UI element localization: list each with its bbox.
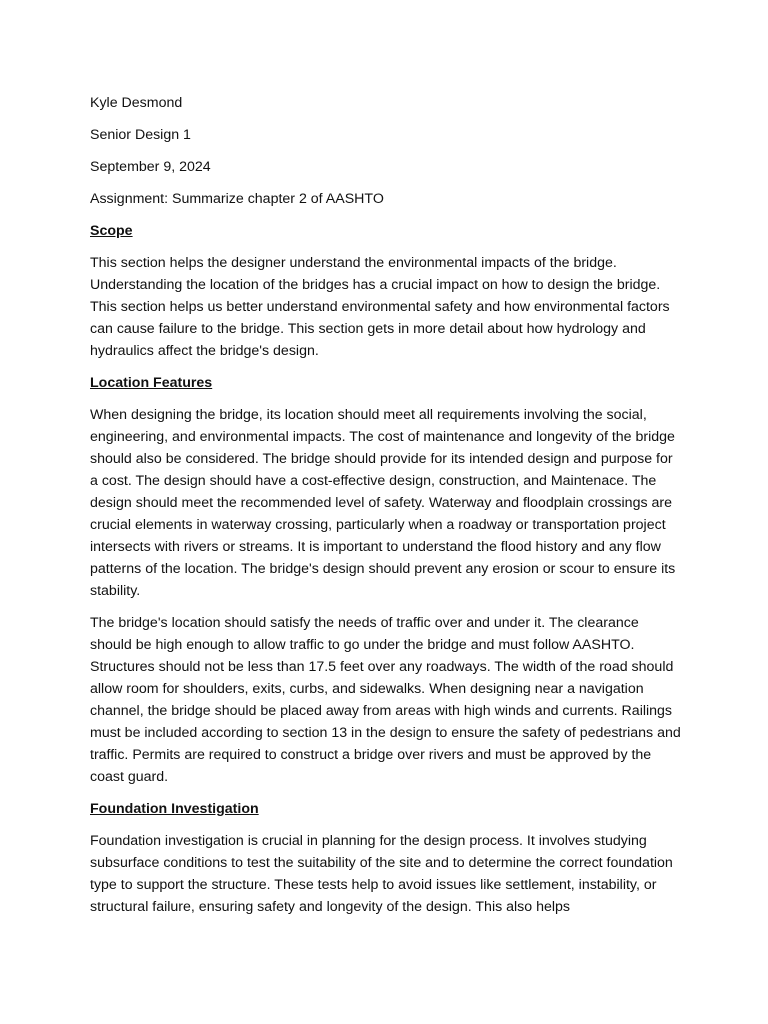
author-name: Kyle Desmond bbox=[90, 95, 183, 111]
assignment-title: Assignment: Summarize chapter 2 of AASHTO bbox=[90, 191, 384, 207]
foundation-investigation-paragraph: Foundation investigation is crucial in planning for the design process. It involves studying subsurface conditions to test the suitability of the site and to determine the correct foundation type to support the structure. These tests help to avoid issues like settlement, instability, or structural failure, ensuring safety and longevity of the design. This also helps bbox=[90, 833, 673, 915]
section-heading-scope: Scope bbox=[90, 223, 133, 239]
course-name: Senior Design 1 bbox=[90, 127, 191, 143]
scope-paragraph: This section helps the designer understand the environmental impacts of the bridge. Understanding the location of the bridges has a crucial impact on how to design the bridge. This section helps us better understand environmental safety and how environmental factors can cause failure to the bridge. This section gets in more detail about how hydrology and hydraulics affect the bridge's design. bbox=[90, 255, 670, 359]
location-features-paragraph-1: When designing the bridge, its location should meet all requirements involving the social, engineering, and environmental impacts. The cost of maintenance and longevity of the bridge should also be considered. The bridge should provide for its intended design and purpose for a cost. The design should have a cost-effective design, construction, and Maintenace. The design should meet the recommended level of safety. Waterway and floodplain crossings are crucial elements in waterway crossing, particularly when a roadway or transportation project intersects with rivers or streams. It is important to understand the flood history and any flow patterns of the location. The bridge's design should prevent any erosion or scour to ensure its stability. bbox=[90, 407, 676, 599]
document-date: September 9, 2024 bbox=[90, 159, 211, 175]
location-features-paragraph-2: The bridge's location should satisfy the needs of traffic over and under it. The clearance should be high enough to allow traffic to go under the bridge and must follow AASHTO. Structures should not be less than 17.5 feet over any roadways. The width of the road should allow room for shoulders, exits, curbs, and sidewalks. When designing near a navigation channel, the bridge should be placed away from areas with high winds and currents. Railings must be included according to section 13 in the design to ensure the safety of pedestrians and traffic. Permits are required to construct a bridge over rivers and must be approved by the coast guard. bbox=[90, 615, 681, 785]
section-heading-location-features: Location Features bbox=[90, 375, 213, 391]
section-heading-foundation-investigation: Foundation Investigation bbox=[90, 801, 259, 817]
document-page bbox=[90, 92, 682, 928]
